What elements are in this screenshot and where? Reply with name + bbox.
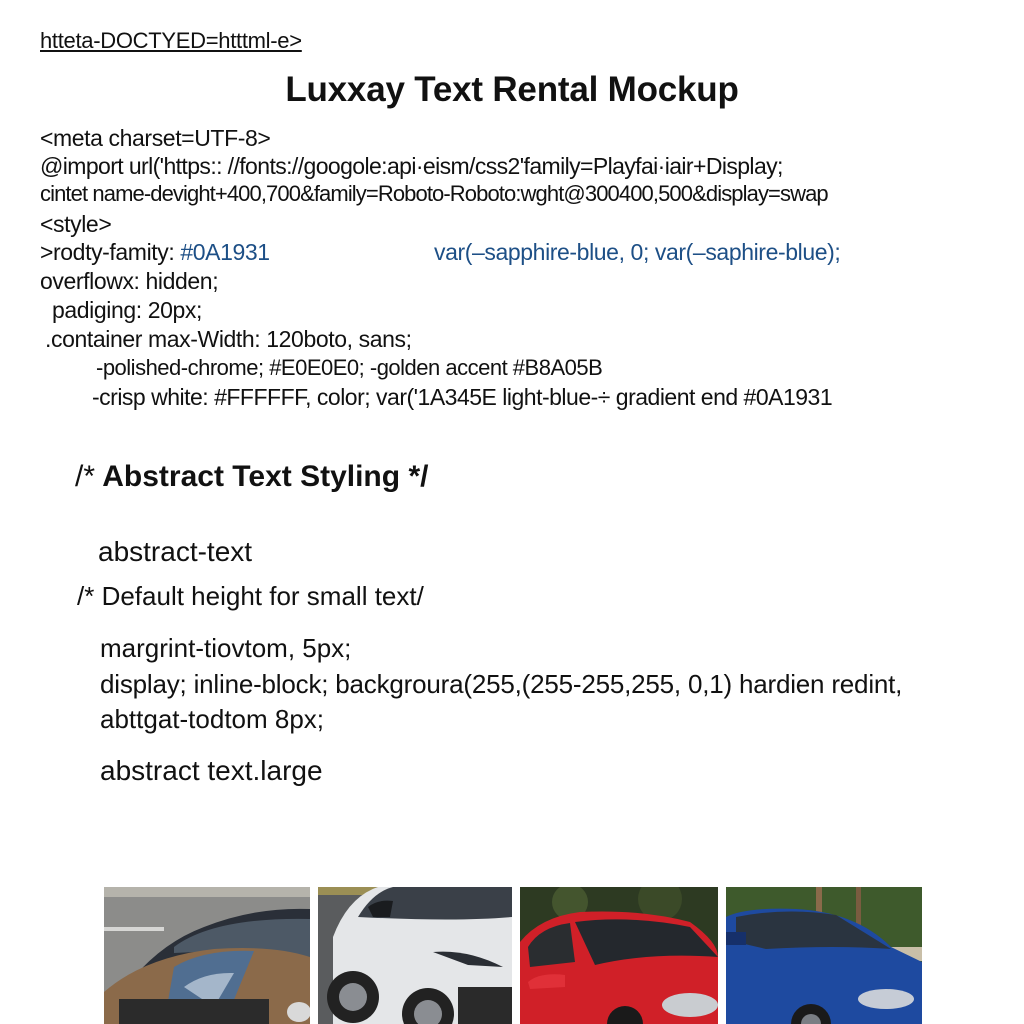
code-line-sapphire-var: var(–sapphire-blue, 0; var(–saphire-blue); — [434, 239, 841, 265]
code-line-white-gradient: -crisp white: #FFFFFF, color; var('1A345E light-blue-÷ gradient end #0A1931 — [92, 384, 833, 410]
style-line-display: display; inline-block; backgroura(255,(255-255,255, 0,1) hardien redint, — [100, 669, 903, 699]
code-line-container: .container max-Width: 120boto, sans; — [45, 326, 412, 352]
comment-close: */ — [408, 460, 429, 493]
blue-car-icon — [726, 887, 922, 1024]
code-line-content: cintet name-devight+400,700&family=Roboto-Roboto:wght@300400,500&display=swap — [40, 181, 828, 206]
section-heading — [75, 460, 428, 494]
code-line-overflow: overflowx: hidden; — [40, 268, 219, 294]
code-line-chrome-gold: -polished-chrome; #E0E0E0; -golden accent #B8A05B — [96, 355, 603, 380]
comment-open: /* — [75, 460, 96, 493]
car-image-white[interactable] — [318, 887, 512, 1024]
page-title: Luxxay Text Rental Mockup — [285, 70, 739, 109]
car-image-blue[interactable] — [726, 887, 922, 1024]
abstract-text-large-label: abstract text.large — [100, 755, 323, 786]
car-image-bronze[interactable] — [104, 887, 310, 1024]
white-car-icon — [318, 887, 512, 1024]
car-image-red[interactable] — [520, 887, 718, 1024]
code-line-body-family — [40, 238, 270, 266]
code-line-style: <style> — [40, 211, 112, 237]
bronze-car-icon — [104, 887, 310, 1024]
doctype-line: htteta-DOCTYED=htttml-e> — [40, 28, 302, 53]
code-line-import: @import url('https:: //fonts://googole:api·eism/css2'family=Playfai·iair+Display; — [40, 153, 783, 179]
default-height-comment: /* Default height for small text/ — [77, 581, 424, 611]
style-line-bottom: abttgat-todtom 8px; — [100, 704, 325, 734]
body-family-prefix: >rodty-famity: — [40, 239, 181, 265]
section-heading-label: Abstract Text Styling — [102, 460, 401, 493]
abstract-text-label: abstract-text — [98, 536, 253, 567]
code-line-padding: padiging: 20px; — [52, 297, 203, 323]
code-line-meta: <meta charset=UTF-8> — [40, 125, 271, 151]
red-car-icon — [520, 887, 718, 1024]
body-family-color: #0A1931 — [180, 239, 270, 265]
style-line-margin: margrint-tiovtom, 5px; — [100, 633, 352, 663]
